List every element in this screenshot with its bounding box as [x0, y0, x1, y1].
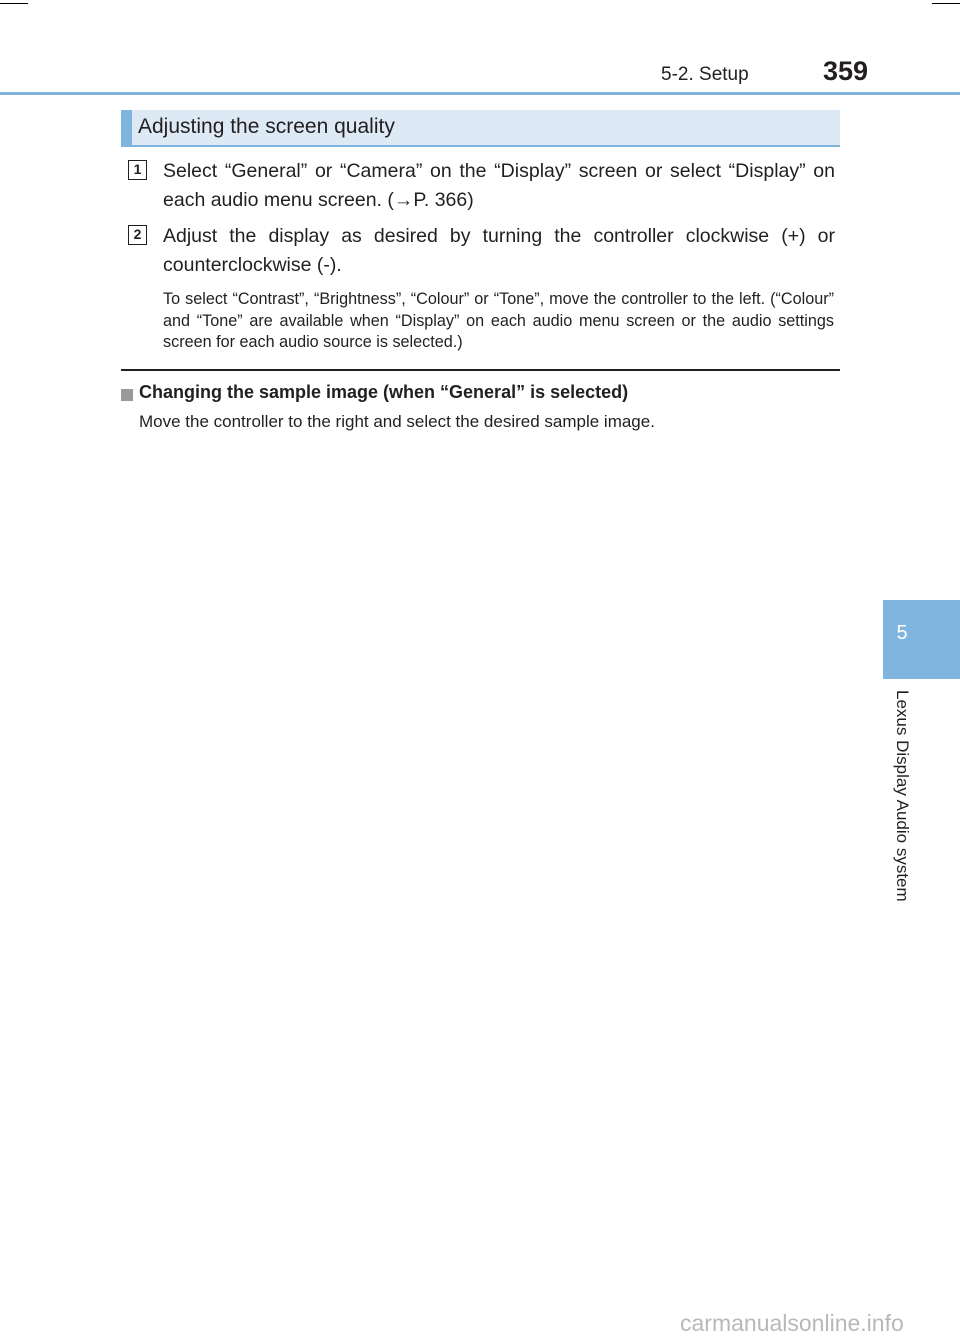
subsection-heading-text: Changing the sample image (when “General” is selected) [139, 382, 629, 402]
step-number-badge: 2 [128, 225, 147, 245]
step-2-text: Adjust the display as desired by turning the controller clockwise (+) or counterclockwise (-). [163, 225, 835, 276]
page-number: 359 [823, 56, 869, 86]
crop-mark-top-right [932, 3, 960, 4]
step-note: To select “Contrast”, “Brightness”, “Colour” or “Tone”, move the controller to the left. (“Colour” and “Tone” are available when “Display” on each audio menu screen or the audio settings screen for each audio source is selected.) [163, 290, 834, 351]
chapter-tab [883, 600, 960, 679]
step-number-badge: 1 [128, 160, 147, 180]
subsection-heading [121, 382, 841, 408]
chapter-title: Lexus Display Audio system [893, 690, 912, 902]
section-divider [121, 369, 840, 371]
crop-mark-top-left [0, 3, 28, 4]
step-1-text: Select “General” or “Camera” on the “Display” screen or select “Display” on each audio menu screen. (→P. 366) [163, 160, 835, 211]
subsection-body: Move the controller to the right and select the desired sample image. [139, 412, 655, 431]
header-rule [0, 92, 960, 95]
heading-accent-bar [121, 110, 132, 147]
section-heading [121, 110, 840, 147]
chapter-number: 5 [896, 622, 908, 644]
square-bullet-icon [121, 389, 133, 401]
watermark: carmanualsonline.info [680, 1310, 904, 1336]
section-reference: 5-2. Setup [661, 64, 749, 85]
section-heading-text: Adjusting the screen quality [138, 115, 395, 138]
running-header [0, 56, 960, 90]
